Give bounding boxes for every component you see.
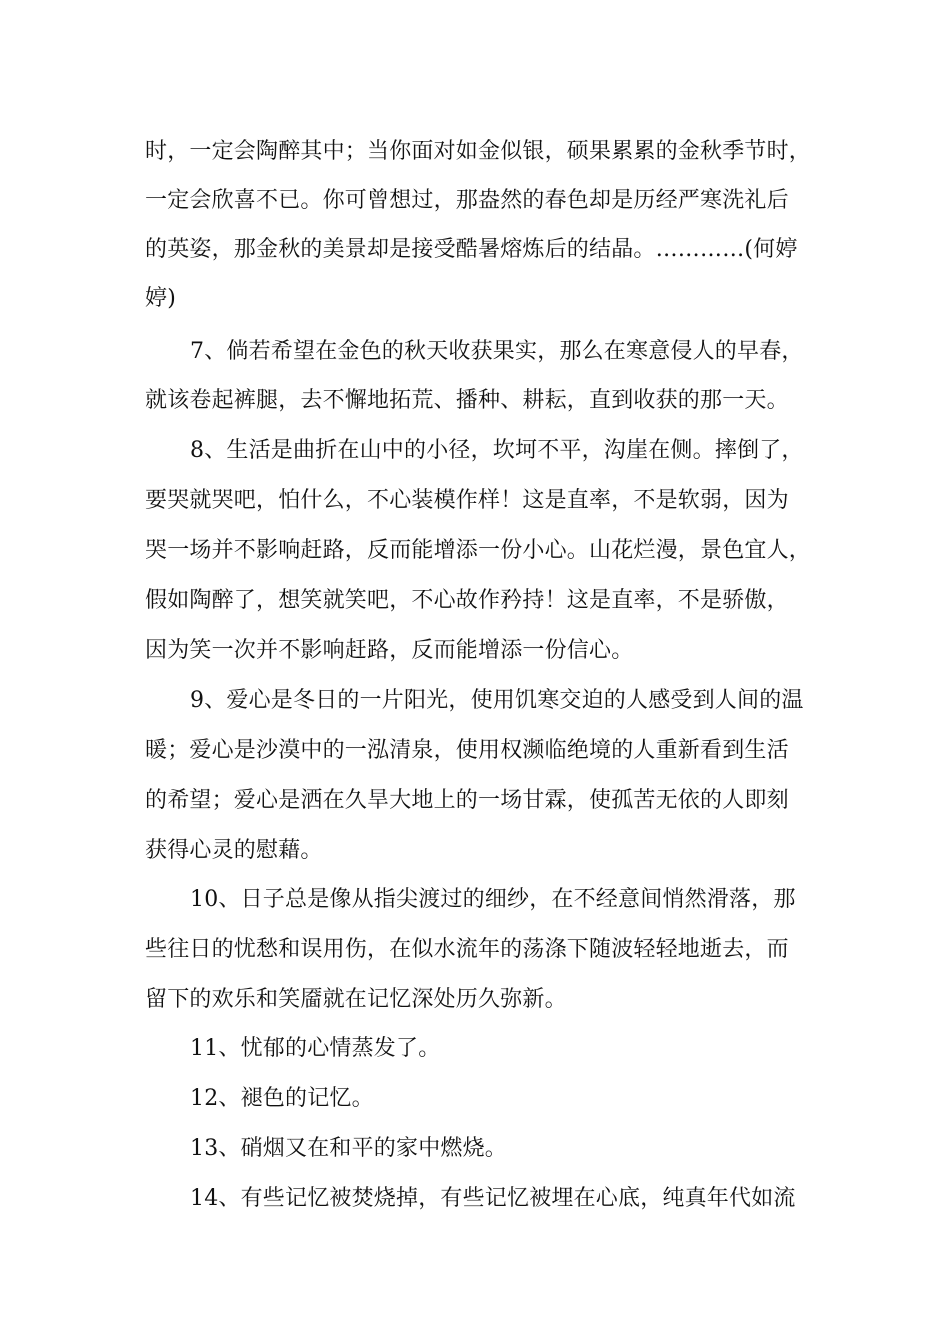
paragraph-8-first-line: 8、生活是曲折在山中的小径，坎坷不平，沟崖在侧。摔倒了， [190, 438, 804, 463]
text-line: 假如陶醉了，想笑就笑吧，不心故作矜持！这是直率，不是骄傲， [145, 588, 789, 613]
text-line: 的英姿，那金秋的美景却是接受酷暑熔炼后的结晶。…………(何婷 [145, 237, 798, 262]
text-line: 留下的欢乐和笑靥就在记忆深处历久弥新。 [145, 987, 567, 1012]
paragraph-11: 11、忧郁的心情蒸发了。 [190, 1036, 441, 1061]
paragraph-12: 12、褪色的记忆。 [190, 1086, 374, 1111]
text-line: 哭一场并不影响赶路，反而能增添一份小心。山花烂漫，景色宜人， [145, 538, 812, 563]
paragraph-13: 13、硝烟又在和平的家中燃烧。 [190, 1136, 507, 1161]
text-line: 就该卷起裤腿，去不懈地拓荒、播种、耕耘，直到收获的那一天。 [145, 388, 789, 413]
paragraph-7-first-line: 7、倘若希望在金色的秋天收获果实，那么在寒意侵人的早春， [190, 339, 804, 364]
paragraph-14-first-line: 14、有些记忆被焚烧掉，有些记忆被埋在心底，纯真年代如流 [190, 1186, 796, 1211]
text-line: 的希望；爱心是洒在久旱大地上的一场甘霖，使孤苦无依的人即刻 [145, 788, 789, 813]
paragraph-9-first-line: 9、爱心是冬日的一片阳光，使用饥寒交迫的人感受到人间的温 [190, 688, 804, 713]
text-line: 因为笑一次并不影响赶路，反而能增添一份信心。 [145, 638, 634, 663]
paragraph-10-first-line: 10、日子总是像从指尖渡过的细纱，在不经意间悄然滑落，那 [190, 887, 796, 912]
text-line: 一定会欣喜不已。你可曾想过，那盎然的春色却是历经严寒洗礼后 [145, 188, 789, 213]
text-line: 要哭就哭吧，怕什么，不心装模作样！这是直率，不是软弱，因为 [145, 488, 789, 513]
text-line: 时，一定会陶醉其中；当你面对如金似银，硕果累累的金秋季节时， [145, 139, 812, 164]
text-line: 些往日的忧愁和误用伤，在似水流年的荡涤下随波轻轻地逝去，而 [145, 937, 789, 962]
text-line: 暖；爱心是沙漠中的一泓清泉，使用权濒临绝境的人重新看到生活 [145, 738, 789, 763]
text-line: 婷) [145, 286, 176, 311]
text-line: 获得心灵的慰藉。 [145, 838, 323, 863]
